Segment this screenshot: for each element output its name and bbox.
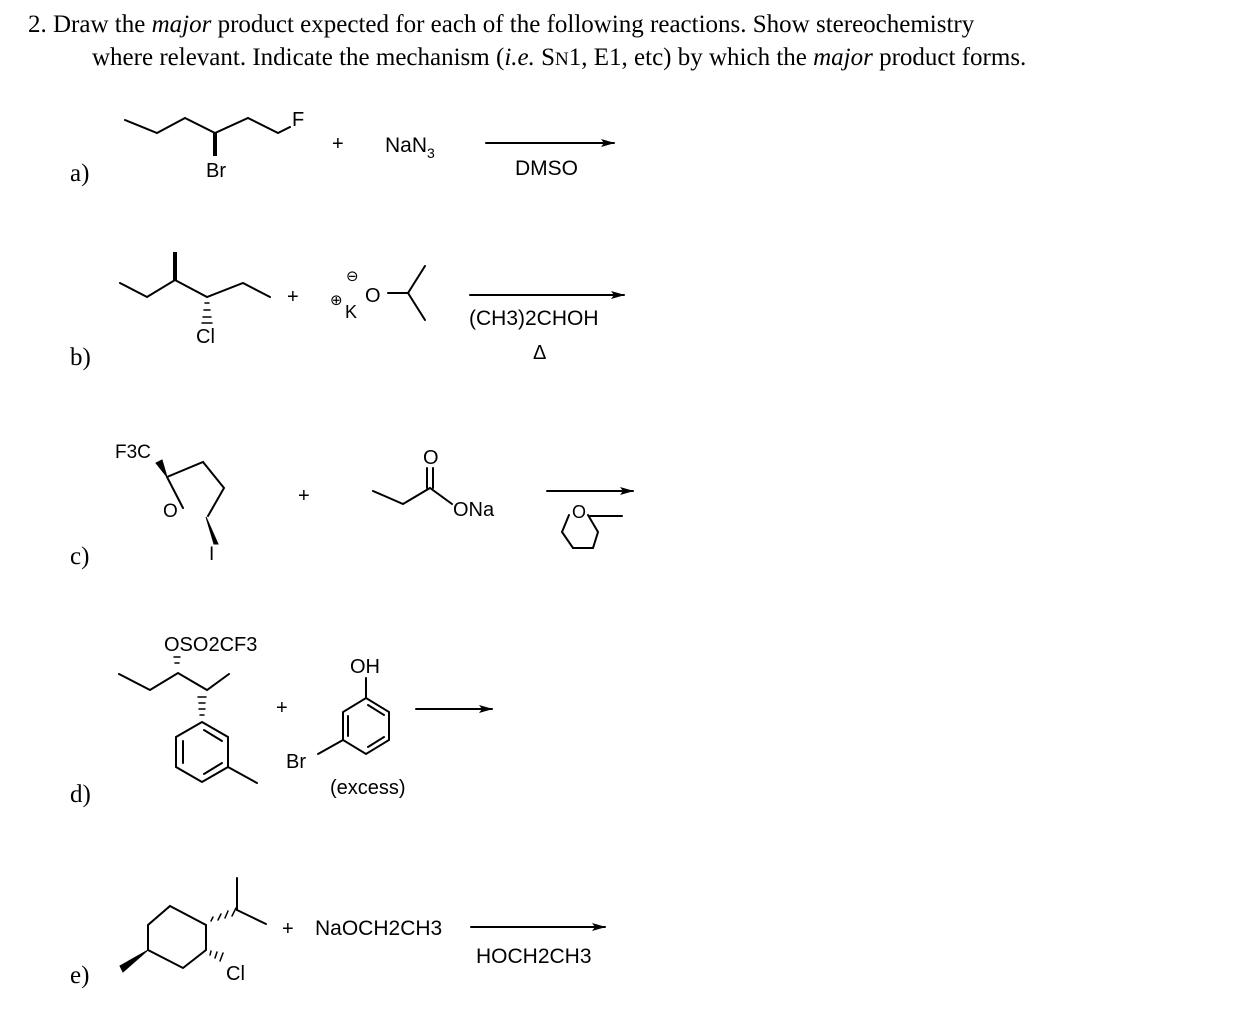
plus-d: + [276,697,288,719]
reagent-a: NaN$_3$ [385,134,435,161]
charge-plus-b: ⊕ [330,292,343,309]
atom-o-carbonyl-c: O [423,447,439,469]
atom-i-c: I [209,544,215,565]
conditions-b-solvent: (CH3)2CHOH [469,307,599,330]
label-d: d) [70,781,91,808]
atom-o-solvent-c: O [572,502,587,522]
plus-c: + [298,485,310,507]
substrate-a-chain [125,118,290,133]
reaction-c [156,460,633,548]
atom-otf-d: OSO2CF3 [164,634,258,656]
tert-butoxide-b [388,266,425,293]
atom-f: F [292,109,305,131]
atom-ona-c: ONa [453,499,495,521]
phenol-ring [343,698,389,754]
charge-minus-b: ⊖ [346,268,359,285]
plus-e: + [282,918,294,940]
isopropyl-e-branch [237,910,266,924]
hash-bond-d-top [174,657,180,663]
label-e: e) [70,962,90,989]
atom-o-ring-c: O [163,501,178,522]
plus-a: + [332,133,344,155]
conditions-e: HOCH2CH3 [476,945,592,968]
question-line-2: where relevant. Indicate the mechanism (i.e. SN1, E1, etc) by which the major product forms. [92,44,1027,71]
plus-b: + [287,286,299,308]
hash-cl-e [210,951,223,961]
wedge-i-c [206,517,218,544]
phenol-br-bond [318,740,343,754]
wedge-bond-a [213,133,217,156]
reagent-e: NaOCH2CH3 [315,917,443,940]
atom-br-d: Br [286,751,306,773]
wedge-methyl-e [120,950,148,972]
conditions-a: DMSO [515,157,578,180]
atom-o-b: O [365,285,381,307]
question-line-1: 2. Draw the major product expected for each of the following reactions. Show stereochemistry [28,11,975,38]
reaction-a [125,118,614,156]
atom-br-a: Br [206,160,226,182]
wedge-cf3-c [156,460,167,477]
atom-cl-e: Cl [226,963,245,985]
hash-bond-b [202,303,212,323]
substrate-d-chain [119,673,229,690]
substrate-b-chain [120,280,270,297]
note-excess-d: (excess) [330,777,406,799]
atom-oh-d: OH [350,656,380,678]
atom-cl-b: Cl [196,326,215,348]
label-c: c) [70,543,90,570]
atom-f3c: F3C [115,442,151,463]
label-a: a) [70,160,90,187]
wedge-bond-b [173,252,177,281]
benzene-d-methyl [228,767,257,783]
tbu-branch-b [408,293,425,320]
label-b: b) [70,344,91,371]
propanoate-c [373,488,452,504]
atom-k-b: K [345,302,358,322]
conditions-b-heat: Δ [533,342,547,364]
cyclohexane-e [148,906,206,968]
hash-bond-d-ring [198,697,206,715]
hash-isopropyl-e [211,908,236,921]
